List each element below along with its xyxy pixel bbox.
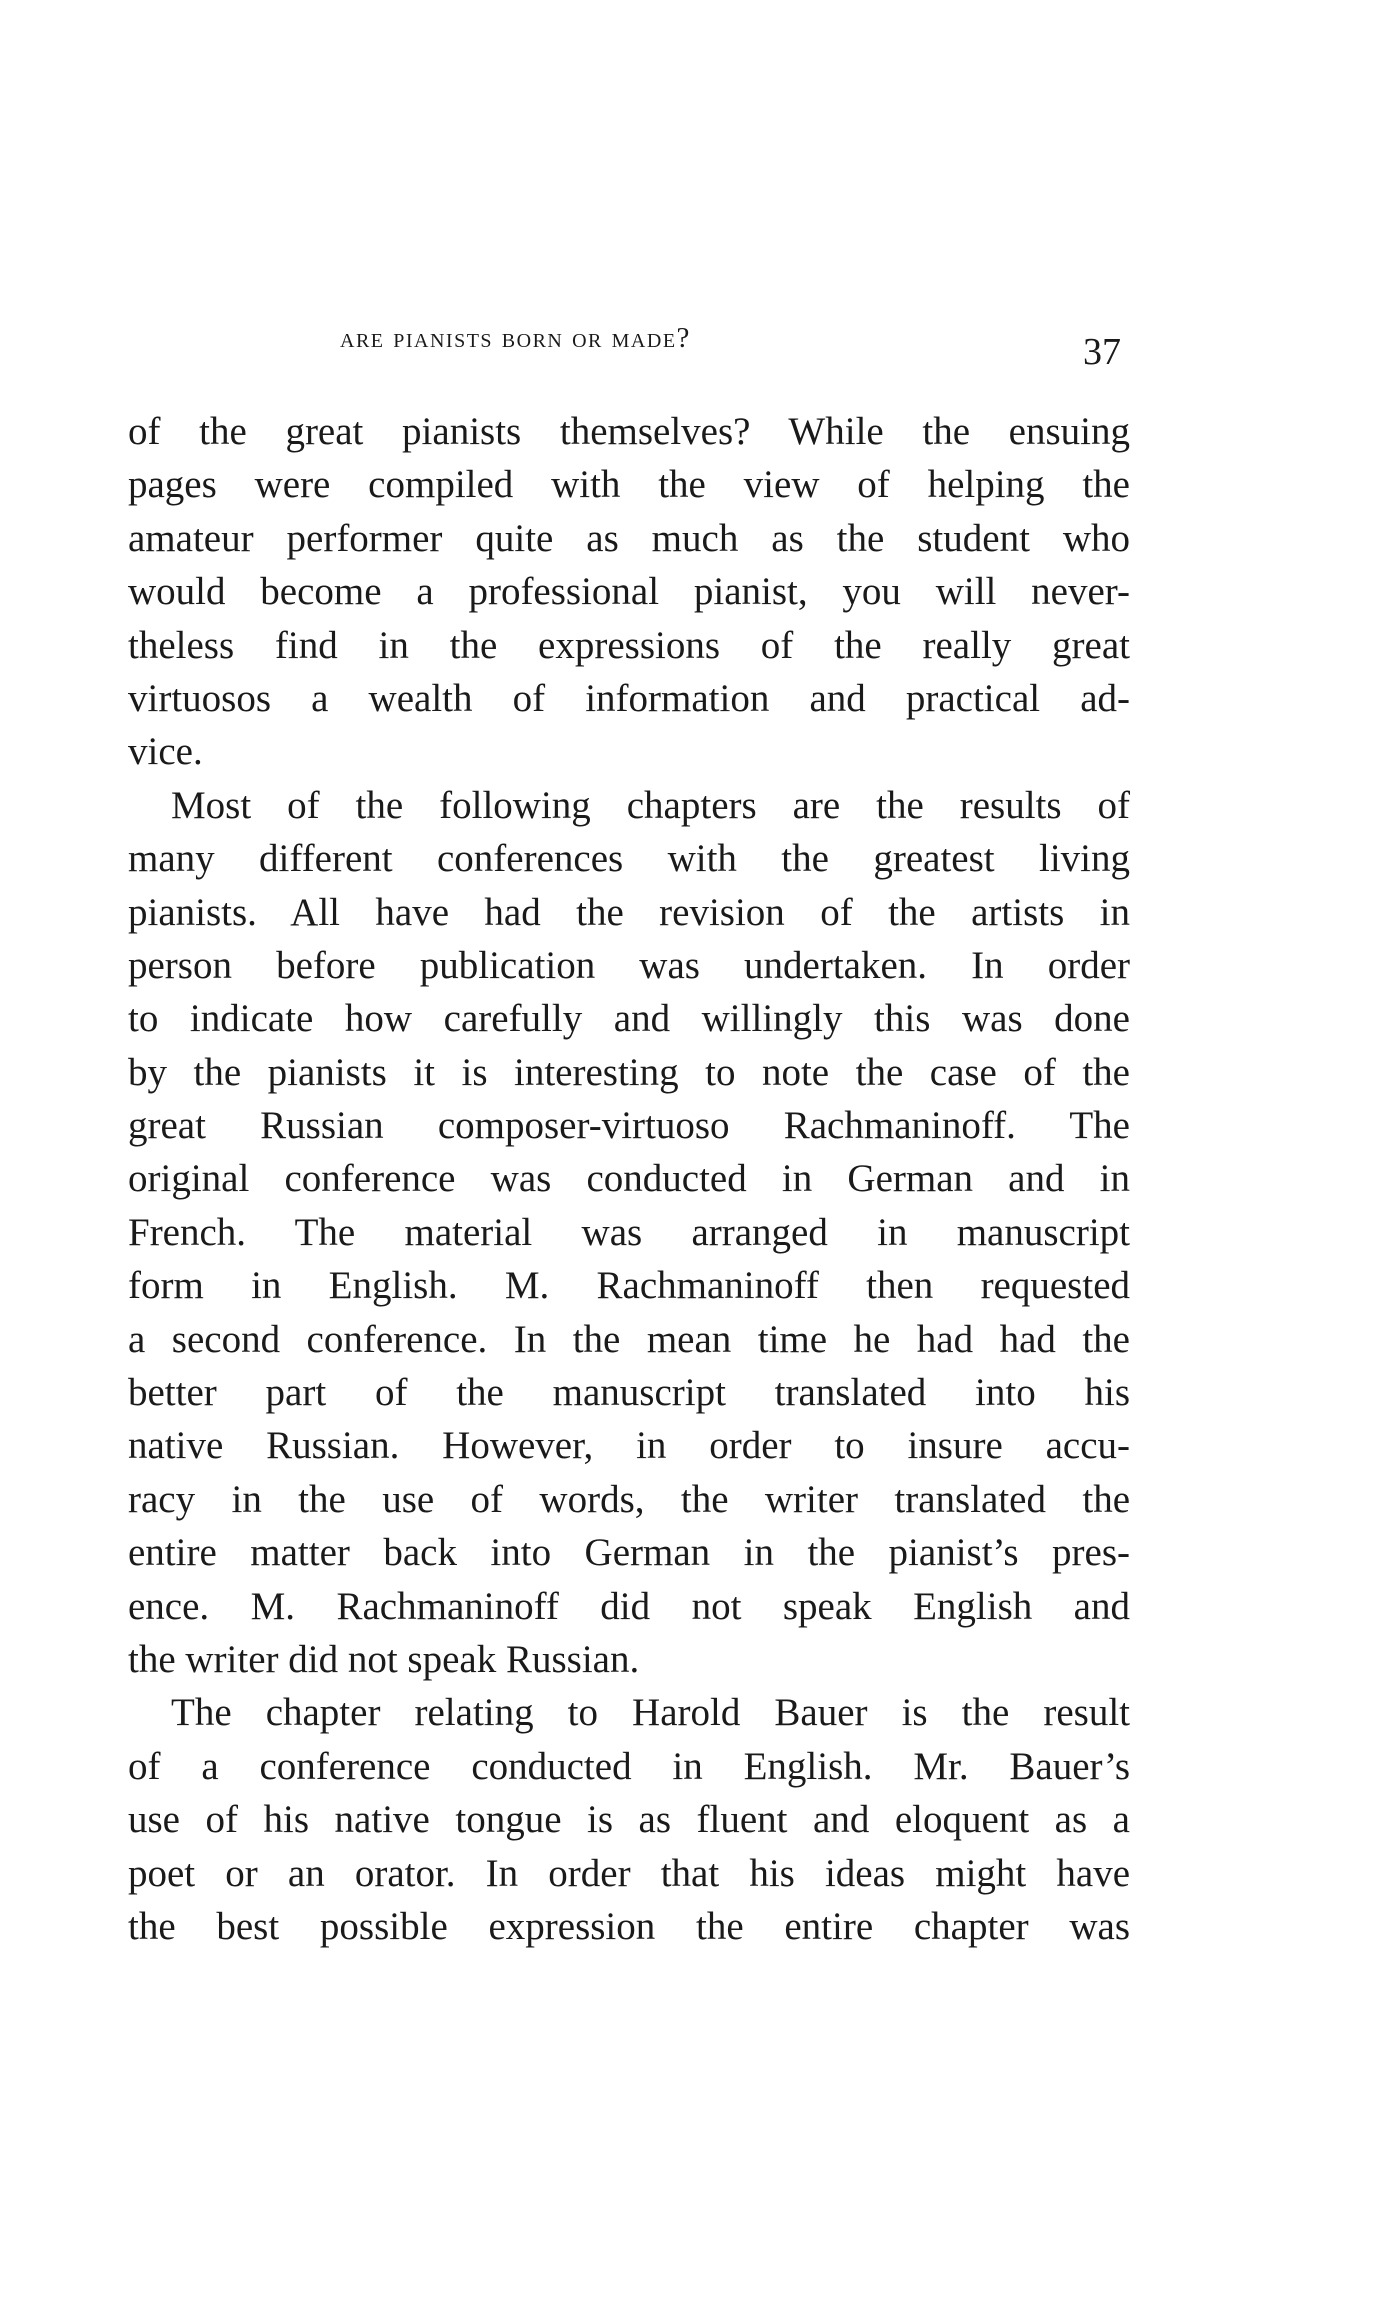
text-line: amateur performer quite as much as the student who — [128, 516, 1130, 560]
body-text — [128, 405, 1130, 1953]
text-line: native Russian. However, in order to insure accu- — [128, 1424, 1130, 1468]
text-line: great Russian composer-virtuoso Rachmaninoff. The — [128, 1104, 1130, 1148]
text-line: many different conferences with the greatest living — [128, 837, 1130, 881]
text-line: the writer did not speak Russian. — [128, 1637, 640, 1681]
text-line: form in English. M. Rachmaninoff then requested — [128, 1264, 1130, 1308]
text-line: person before publication was undertaken. In order — [128, 943, 1130, 987]
text-line: better part of the manuscript translated into his — [128, 1371, 1130, 1415]
page-number: 37 — [1083, 331, 1121, 373]
text-line: use of his native tongue is as fluent and eloquent as a — [128, 1798, 1130, 1842]
text-line: of the great pianists themselves? While the ensuing — [128, 410, 1130, 453]
text-line: the best possible expression the entire chapter was — [128, 1904, 1130, 1948]
text-line: theless find in the expressions of the really great — [128, 623, 1130, 667]
running-title: are pianists born or made? — [340, 322, 691, 354]
text-line: vice. — [128, 730, 203, 774]
text-line: poet or an orator. In order that his ideas might have — [128, 1851, 1130, 1895]
text-line: a second conference. In the mean time he had had the — [128, 1317, 1130, 1361]
text-line: racy in the use of words, the writer translated the — [128, 1477, 1130, 1521]
text-line: by the pianists it is interesting to note the case of the — [128, 1050, 1130, 1094]
text-line: original conference was conducted in German and in — [128, 1157, 1130, 1201]
text-line: ence. M. Rachmaninoff did not speak English and — [128, 1584, 1130, 1628]
text-line: French. The material was arranged in manuscript — [128, 1210, 1130, 1254]
text-line: pages were compiled with the view of helping the — [128, 463, 1130, 507]
text-line: Most of the following chapters are the results of — [171, 783, 1130, 827]
text-line: The chapter relating to Harold Bauer is the result — [171, 1691, 1130, 1735]
text-line: of a conference conducted in English. Mr. Bauer’s — [128, 1744, 1130, 1788]
text-line: pianists. All have had the revision of the artists in — [128, 890, 1130, 934]
text-line: entire matter back into German in the pianist’s pres- — [128, 1531, 1130, 1575]
text-line: virtuosos a wealth of information and practical ad- — [128, 676, 1130, 720]
text-line: to indicate how carefully and willingly this was done — [128, 997, 1130, 1041]
text-line: would become a professional pianist, you will never- — [128, 570, 1130, 614]
